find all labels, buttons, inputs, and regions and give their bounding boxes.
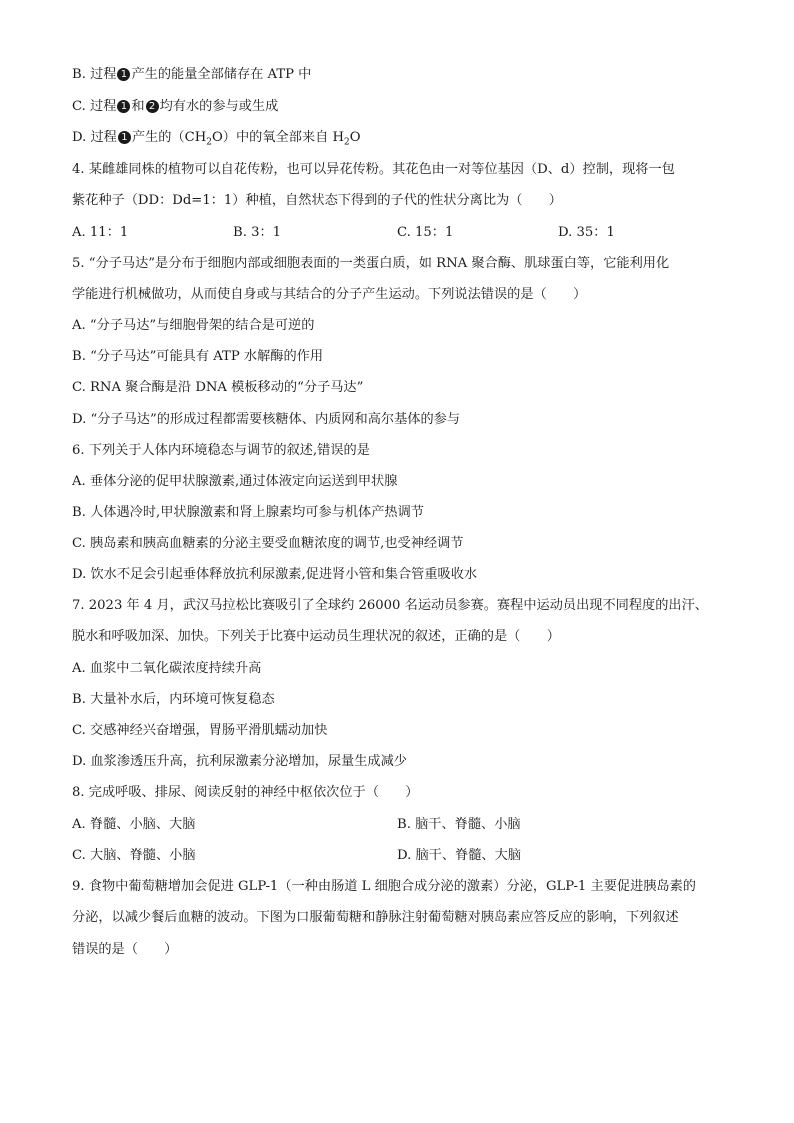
q3-option-c: C. 过程 1 和 2 均有水的参与或生成	[72, 99, 279, 114]
q7-option-a: A. 血浆中二氧化碳浓度持续升高	[72, 661, 262, 676]
circled-one-icon: 1	[118, 131, 131, 144]
q6-option-b: B. 人体遇冷时,甲状腺激素和肾上腺素均可参与机体产热调节	[72, 505, 424, 520]
q6-option-d: D. 饮水不足会引起垂体释放抗利尿激素,促进肾小管和集合管重吸收水	[72, 567, 478, 582]
q7-option-d: D. 血浆渗透压升高，抗利尿激素分泌增加，尿量生成减少	[72, 754, 407, 769]
q9-stem-line-3: 错误的是（ ）	[72, 942, 178, 957]
q9-stem-line-2: 分泌，以减少餐后血糖的波动。下图为口服葡萄糖和静脉注射葡萄糖对胰岛素应答反应的影响，下列叙述	[72, 910, 679, 925]
q5-option-b: B. “分子马达”可能具有 ATP 水解酶的作用	[72, 349, 324, 364]
q7-stem-line-1: 7. 2023 年 4 月，武汉马拉松比赛吸引了全球约 26000 名运动员参赛。赛程中运动员出现不同程度的出汗、	[72, 598, 708, 613]
q6-option-a: A. 垂体分泌的促甲状腺激素,通过体液定向运送到甲状腺	[72, 474, 398, 489]
q5-stem-line-2: 学能进行机械做功，从而使自身或与其结合的分子产生运动。下列说法错误的是（ ）	[72, 287, 587, 302]
q5-option-a: A. “分子马达”与细胞骨架的结合是可逆的	[72, 318, 315, 333]
circled-one-icon: 1	[117, 68, 130, 81]
q5-option-d: D. “分子马达”的形成过程都需要核糖体、内质网和高尔基体的参与	[72, 412, 461, 427]
q9-stem-line-1: 9. 食物中葡萄糖增加会促进 GLP-1（一种由肠道 L 细胞合成分泌的激素）分泌，GLP-1 主要促进胰岛素的	[72, 879, 696, 894]
q7-option-b: B. 大量补水后，内环境可恢复稳态	[72, 692, 275, 707]
q8-option-b: B. 脑干、脊髓、小脑	[397, 817, 521, 832]
q3-option-b: B. 过程 1 产生的能量全部储存在 ATP 中	[72, 67, 312, 82]
q4-option-a: A. 11：1	[72, 225, 129, 240]
q8-option-d: D. 脑干、脊髓、大脑	[397, 848, 521, 863]
q4-stem-line-2: 紫花种子（DD：Dd=1：1）种植，自然状态下得到的子代的性状分离比为（ ）	[72, 193, 562, 208]
q8-option-a: A. 脊髓、小脑、大脑	[72, 817, 196, 832]
q4-stem-line-1: 4. 某雌雄同株的植物可以自花传粉，也可以异花传粉。其花色由一对等位基因（D、d）控制，现将一包	[72, 162, 675, 177]
q4-option-d: D. 35：1	[558, 225, 615, 240]
q4-option-b: B. 3：1	[233, 225, 282, 240]
q6-option-c: C. 胰岛素和胰高血糖素的分泌主要受血糖浓度的调节,也受神经调节	[72, 536, 464, 551]
q8-stem: 8. 完成呼吸、排尿、阅读反射的神经中枢依次位于（ ）	[72, 785, 419, 800]
q3-option-d: D. 过程 1 产生的$(CH_2O)$中的氧全部来自 $H_2O$	[72, 130, 361, 148]
circled-one-icon: 1	[117, 100, 130, 113]
q7-stem-line-2: 脱水和呼吸加深、加快。下列关于比赛中运动员生理状况的叙述，正确的是（ ）	[72, 629, 560, 644]
circled-two-icon: 2	[146, 100, 159, 113]
q5-option-c: C. RNA 聚合酶是沿 DNA 模板移动的“分子马达”	[72, 380, 364, 395]
q4-option-c: C. 15：1	[397, 225, 454, 240]
q7-option-c: C. 交感神经兴奋增强，胃肠平滑肌蠕动加快	[72, 723, 328, 738]
q8-option-c: C. 大脑、脊髓、小脑	[72, 848, 196, 863]
q5-stem-line-1: 5. “分子马达”是分布于细胞内部或细胞表面的一类蛋白质，如 RNA 聚合酶、肌球蛋白等，它能利用化	[72, 256, 670, 271]
q6-stem: 6. 下列关于人体内环境稳态与调节的叙述,错误的是	[72, 443, 370, 458]
